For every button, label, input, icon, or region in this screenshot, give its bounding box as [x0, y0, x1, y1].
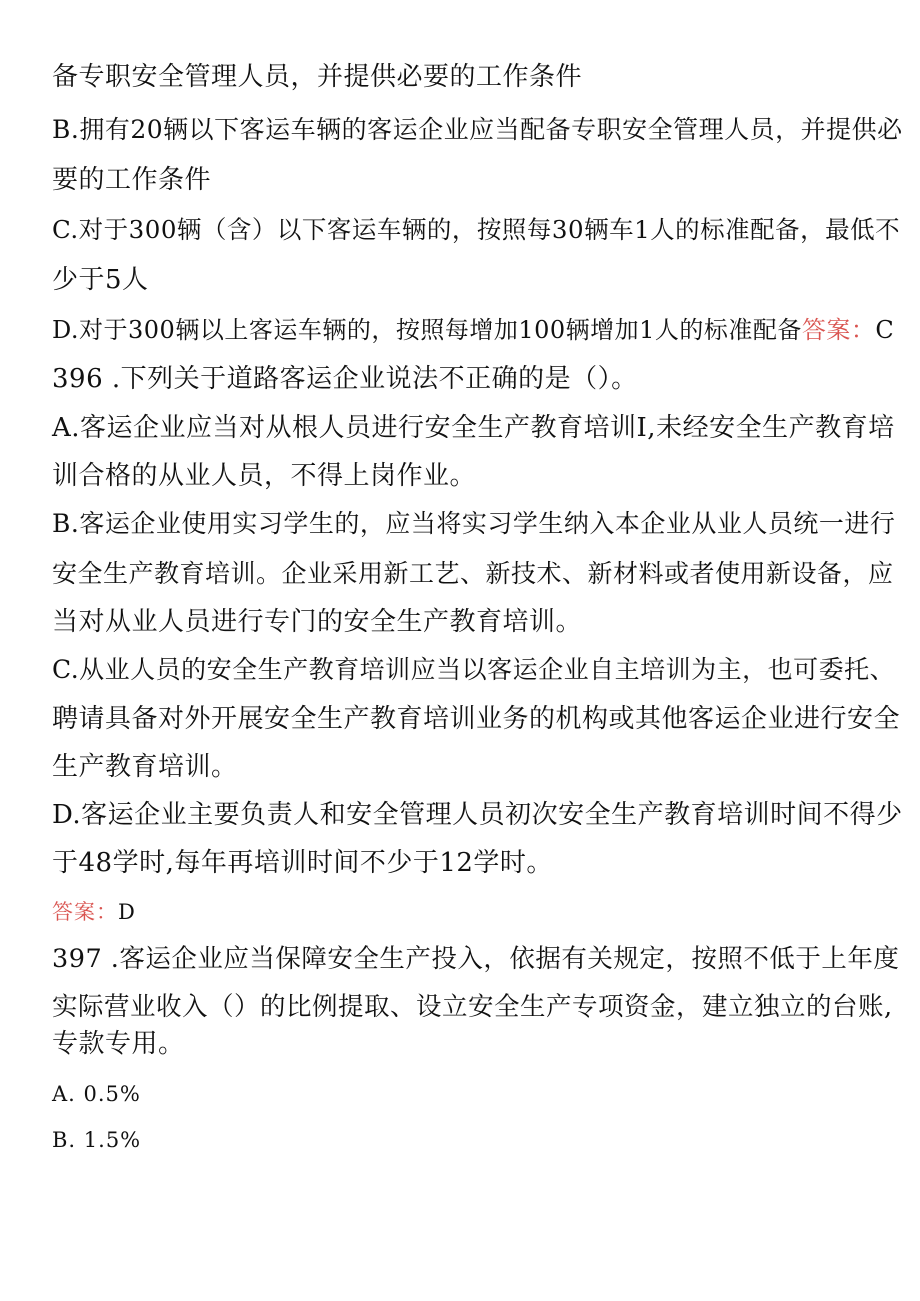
q397-option-b: B. 1.5%: [52, 1128, 142, 1152]
q396-option-c-line1: C.从业人员的安全生产教育培训应当以客运企业自主培训为主，也可委托、: [52, 655, 896, 684]
q396-option-d-line1: D.客运企业主要负责人和安全管理人员初次安全生产教育培训时间不得少: [52, 800, 903, 830]
q396-stem: 396 .下列关于道路客运企业说法不正确的是（）。: [52, 364, 638, 394]
q396-option-d-line2: 于48学时,每年再培训时间不少于12学时。: [52, 848, 553, 878]
q396-option-c-line3: 生产教育培训。: [52, 752, 238, 782]
q396-answer: [52, 895, 136, 929]
prev-option-b-line2: 要的工作条件: [52, 165, 212, 195]
prev-answer-label: 答案：: [801, 316, 876, 344]
prev-option-c-line2: 少于5人: [52, 265, 149, 295]
prev-option-a-continuation: 备专职安全管理人员，并提供必要的工作条件: [52, 62, 583, 92]
q397-option-a: A. 0.5%: [52, 1082, 141, 1106]
prev-option-d-line: [52, 313, 894, 347]
q396-option-a-line1: A.客运企业应当对从根人员进行安全生产教育培训I,未经安全生产教育培: [52, 413, 895, 443]
q396-option-b-line2: 安全生产教育培训。企业采用新工艺、新技术、新材料或者使用新设备，应: [52, 559, 894, 588]
q397-stem-line1: 397 .客运企业应当保障安全生产投入，依据有关规定，按照不低于上年度: [52, 944, 900, 974]
prev-option-d-text: D.对于300辆以上客运车辆的，按照每增加100辆增加1人的标准配备: [52, 316, 802, 344]
prev-option-c-line1: C.对于300辆（含）以下客运车辆的，按照每30辆车1人的标准配备，最低不: [52, 215, 901, 244]
prev-answer-value: C: [875, 316, 895, 344]
q396-answer-label: 答案：: [52, 900, 118, 924]
q396-option-c-line2: 聘请具备对外开展安全生产教育培训业务的机构或其他客运企业进行安全: [52, 704, 901, 734]
q396-option-b-line3: 当对从业人员进行专门的安全生产教育培训。: [52, 607, 583, 637]
q397-stem-line2: 实际营业收入（）的比例提取、设立安全生产专项资金，建立独立的台账,: [52, 992, 893, 1022]
q396-option-b-line1: B.客运企业使用实习学生的，应当将实习学生纳入本企业从业人员统一进行: [52, 509, 896, 538]
q397-stem-line3: 专款专用。: [52, 1029, 185, 1059]
q396-answer-value: D: [118, 900, 136, 924]
q396-option-a-line2: 训合格的从业人员，不得上岗作业。: [52, 461, 477, 491]
prev-option-b-line1: B.拥有20辆以下客运车辆的客运企业应当配备专职安全管理人员，并提供必: [52, 115, 903, 144]
